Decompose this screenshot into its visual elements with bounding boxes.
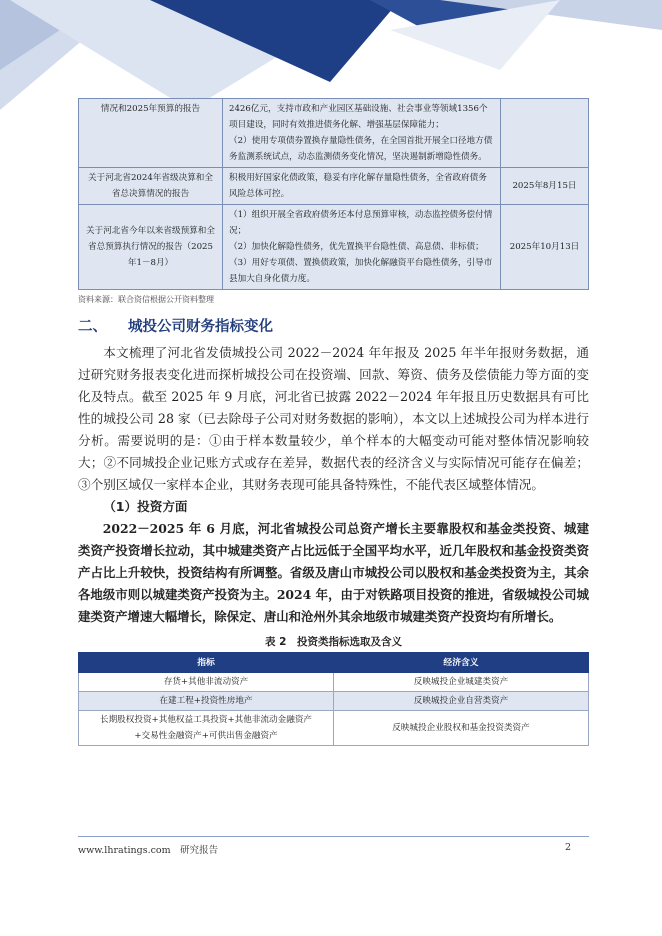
table-row: [79, 711, 589, 746]
table-row: [79, 673, 589, 692]
section-number: 二、: [78, 319, 107, 335]
date-cell: [501, 99, 589, 168]
indicator-table: [78, 652, 589, 746]
footer-left: [78, 842, 218, 856]
column-header: 指标: [79, 653, 334, 673]
report-name-cell: 关于河北省今年以来省级预算和全省总预算执行情况的报告（2025年1－8月）: [79, 205, 223, 290]
measures-cell: （1）组织开展全省政府债务还本付息预算审核，动态监控债务偿付情况； （2）加快化解隐性债务，优先置换平台隐性债、高息债、非标债； （3）用好专项债、置换债政策，加快化解融资平台隐性债务，引导市县加大自身化债力度。: [223, 205, 501, 290]
section-title: 城投公司财务指标变化: [128, 319, 273, 335]
report-name-cell: 关于河北省2024年省级决算和全省总决算情况的报告: [79, 168, 223, 205]
indicator-cell: 存货+其他非流动资产: [79, 673, 334, 692]
investment-summary-paragraph: 2022－2025 年 6 月底，河北省城投公司总资产增长主要靠股权和基金类投资、城建类资产投资增长拉动，其中城建类资产占比远低于全国平均水平，近几年股权和基金投资类资产占比上升较快，投资结构有所调整。省级及唐山市城投公司以股权和基金类投资为主，其余各地级市则以城建类资产投资为主。2024 年，由于对铁路项目投资的推进，省级城投公司城建类资产增速大幅增长，除保定、唐山和沧州外其余地级市城建类资产投资均有所增长。: [78, 521, 589, 624]
date-cell: 2025年8月15日: [501, 168, 589, 205]
column-header: 经济含义: [334, 653, 589, 673]
intro-paragraph: 本文梳理了河北省发债城投公司 2022－2024 年年报及 2025 年半年报财务数据，通过研究财务报表变化进而探析城投公司在投资端、回款、筹资、债务及偿债能力等方面的变化及特点。截至 2025 年 9 月底，河北省已披露 2022－2024 年年报且历史数据具有可比性的城投公司 28 家（已去除母子公司对财务数据的影响），本文以上述城投公司为样本进行分析。需要说明的是：①由于样本数量较少，单个样本的大幅变动可能对整体情况影响较大；②不同城投企业记账方式或存在差异，数据代表的经济含义与实际情况可能存在偏差；③个别区域仅一家样本企业，其财务表现可能具备特殊性，不能代表区域整体情况。: [78, 345, 589, 492]
data-source-note: 资料来源：联合资信根据公开资料整理: [78, 295, 214, 304]
table-row: [79, 205, 589, 290]
section-heading: [78, 315, 589, 336]
footer-divider: [78, 836, 589, 837]
header-banner: [0, 0, 662, 110]
table-row: [79, 99, 589, 168]
meaning-cell: 反映城投企业股权和基金投资类资产: [334, 711, 589, 746]
measures-cell: 积极用好国家化债政策，稳妥有序化解存量隐性债务，全省政府债务风险总体可控。: [223, 168, 501, 205]
meaning-cell: 反映城投企业城建类资产: [334, 673, 589, 692]
report-page: [78, 98, 589, 746]
report-name-cell: 情况和2025年预算的报告: [79, 99, 223, 168]
policy-table: [78, 98, 589, 290]
indicator-cell: 长期股权投资+其他权益工具投资+其他非流动金融资产 +交易性金融资产+可供出售金融资产: [79, 711, 334, 746]
indicator-cell: 在建工程+投资性房地产: [79, 692, 334, 711]
date-cell: 2025年10月13日: [501, 205, 589, 290]
footer-label: 研究报告: [180, 845, 219, 856]
measures-cell: 2426亿元，支持市政和产业园区基础设施、社会事业等领域1356个项目建设，同时有效推进债务化解、增强基层保障能力； （2）使用专项债券置换存量隐性债务，在全国首批开展全口径地方债务监测系统试点，动态监测债务变化情况，坚决遏制新增隐性债务。: [223, 99, 501, 168]
footer-website[interactable]: www.lhratings.com: [78, 845, 171, 856]
subsection-heading: （1）投资方面: [103, 499, 188, 514]
table-caption: 表 2 投资类指标选取及含义: [265, 636, 402, 648]
meaning-cell: 反映城投企业自营类资产: [334, 692, 589, 711]
table-row: [79, 692, 589, 711]
table-row: [79, 168, 589, 205]
page-number: 2: [564, 842, 571, 853]
table-header-row: [79, 653, 589, 673]
